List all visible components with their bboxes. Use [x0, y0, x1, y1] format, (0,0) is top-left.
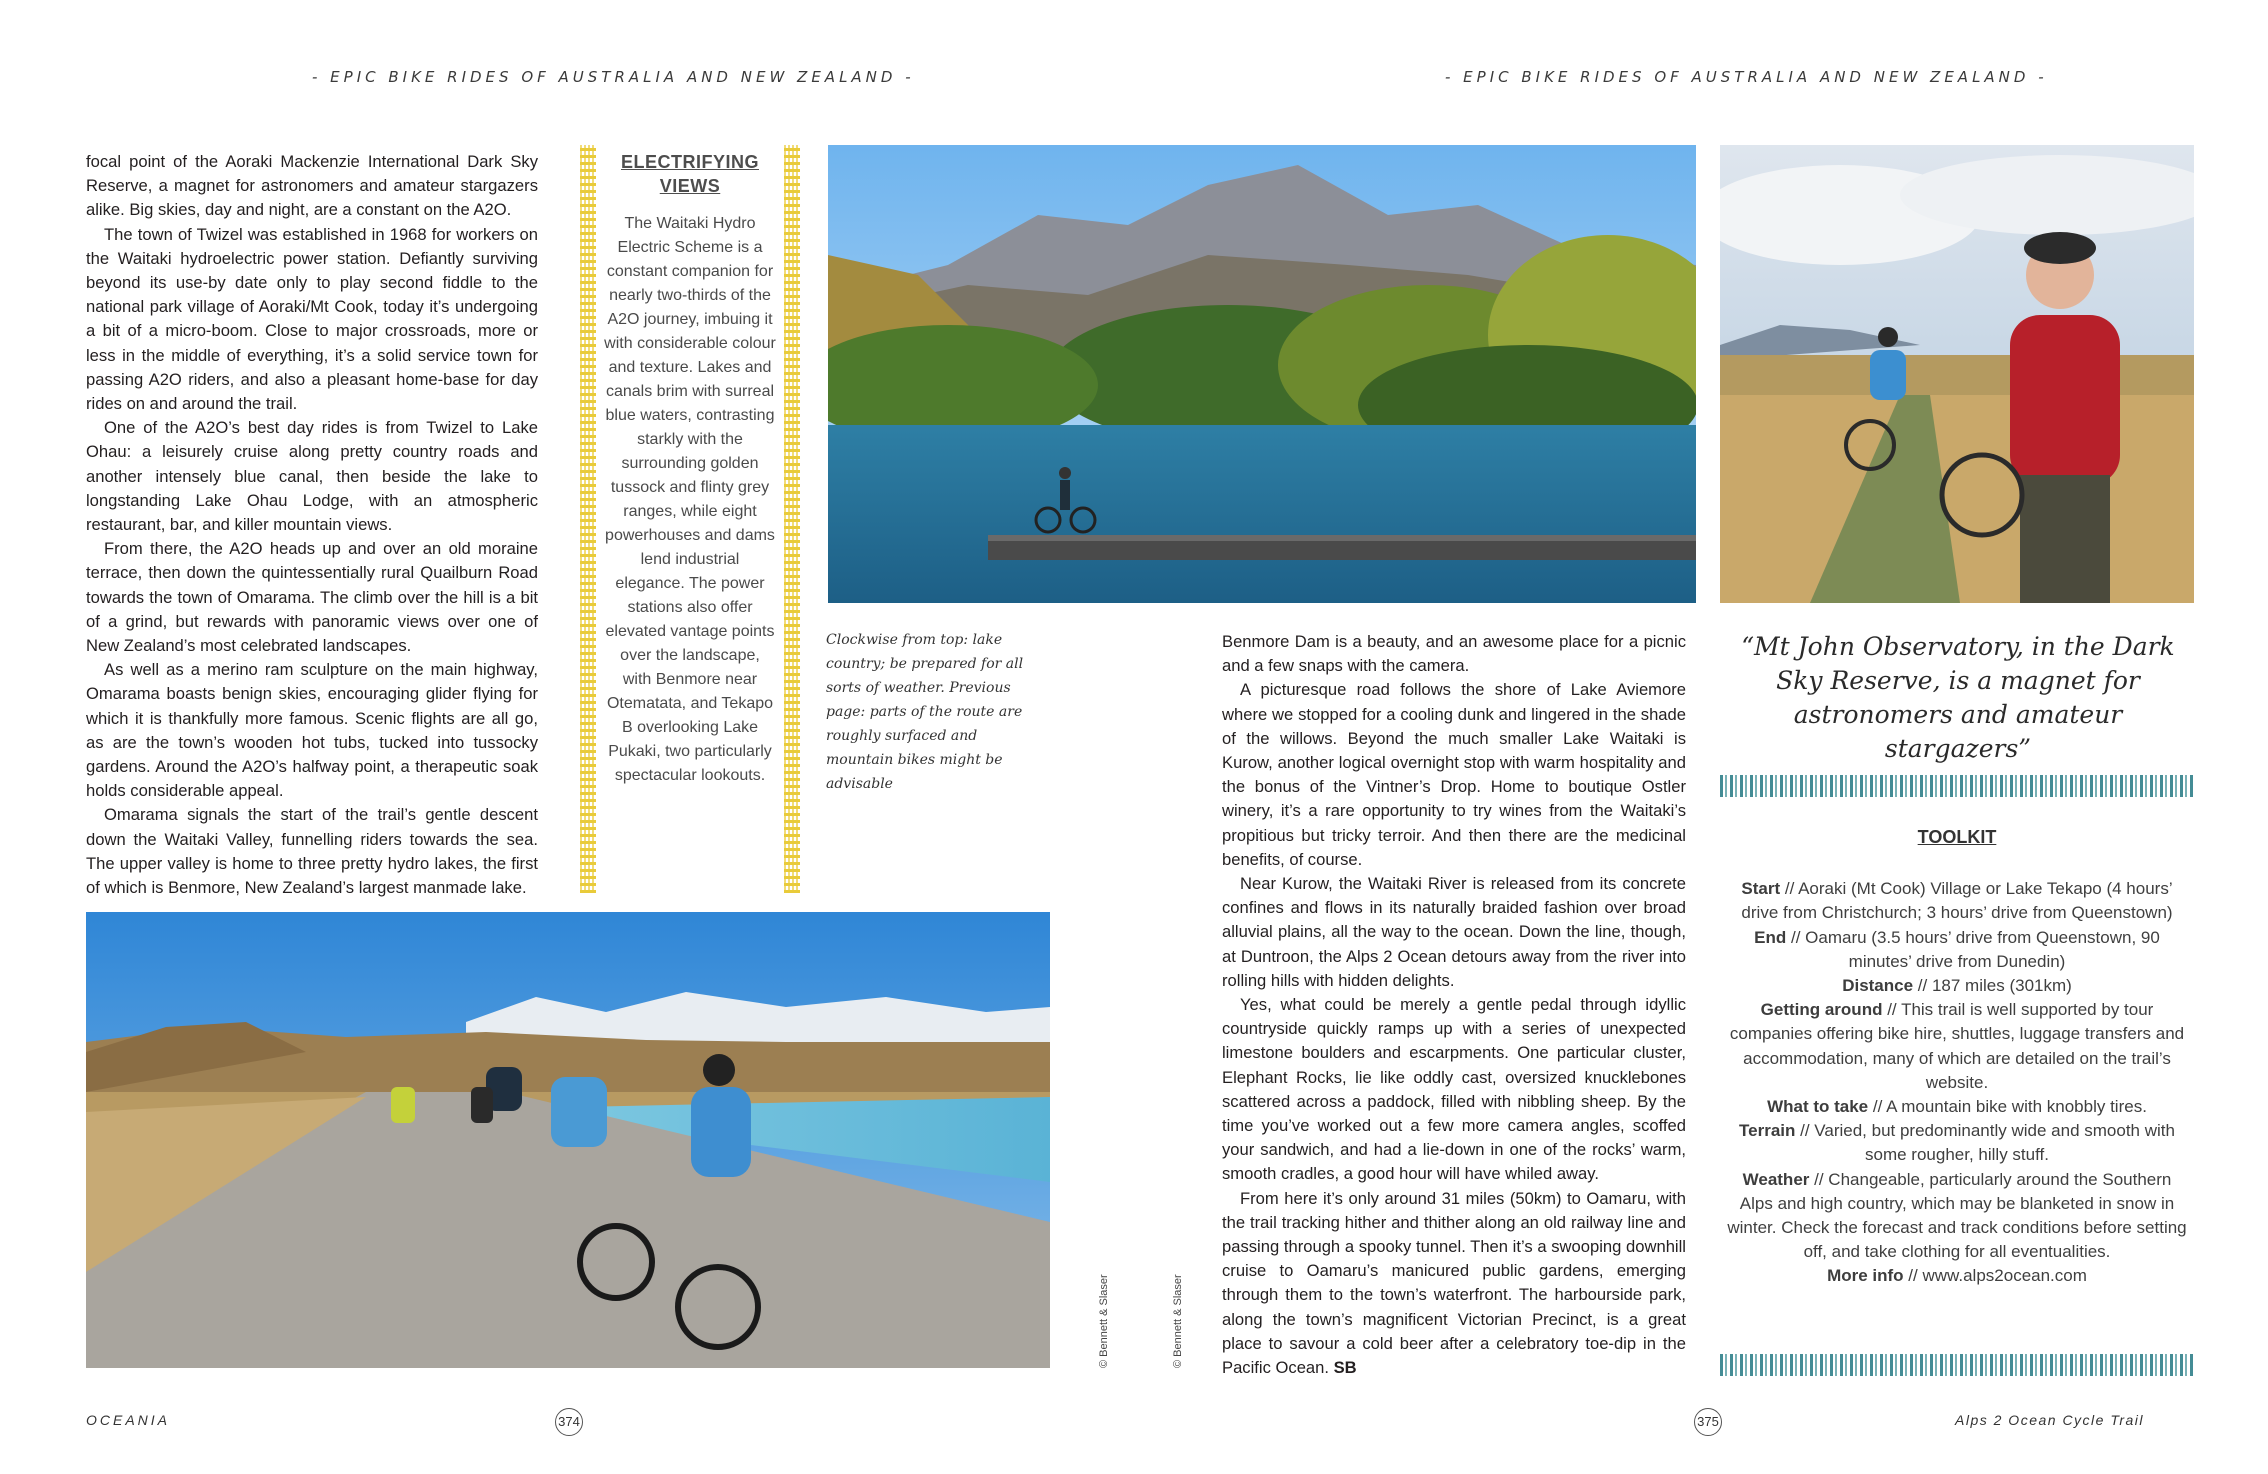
- left-paragraph: One of the A2O’s best day rides is from Twizel to Lake Ohau: a leisurely cruise along pretty country roads and another intensely blue canal, then beside the lake to longstanding Lake Ohau Lodge, with an atmospheric restaurant, bar, and killer mountain views.: [86, 418, 538, 535]
- toolkit-item-getting-around: [1726, 998, 2188, 1095]
- toolkit-label: Getting around: [1760, 1000, 1883, 1020]
- page-number-right: 375: [1694, 1408, 1722, 1436]
- toolkit-sep: //: [1795, 1121, 1815, 1141]
- toolkit-label: End: [1754, 927, 1787, 947]
- toolkit-value: A mountain bike with knobbly tires.: [1886, 1097, 2147, 1117]
- toolkit-value: Oamaru (3.5 hours’ drive from Queenstown, 90 minutes’ drive from Dunedin): [1805, 927, 2160, 971]
- toolkit-website-link[interactable]: www.alps2ocean.com: [1922, 1266, 2087, 1286]
- sidebar-text: The Waitaki Hydro Electric Scheme is a constant companion for nearly two-thirds of the A2O journey, imbuing it with considerable colour and texture. Lakes and canals brim with surreal blue waters, contrasting starkly with the surrounding golden tussock and flinty grey ranges, while eight powerhouses and dams lend industrial elegance. The power stations also offer elevated vantage points over the landscape, with Benmore near Otematata, and Tekapo B overlooking Lake Pukaki, two particularly spectacular lookouts.: [604, 215, 776, 784]
- toolkit-sep: //: [1868, 1097, 1887, 1117]
- toolkit-label: Distance: [1842, 976, 1914, 996]
- toolkit-label: What to take: [1767, 1097, 1869, 1117]
- left-paragraph: As well as a merino ram sculpture on the main highway, Omarama boasts benign skies, encouraging glider flying for which it is thankfully more famous. Scenic flights are all go, as are the town’s wooden hot tubs, tucked into tussocky gardens. Around the A2O’s halfway point, a therapeutic soak holds considerable appeal.: [86, 660, 538, 801]
- toolkit-box: [1726, 825, 2188, 1289]
- footer-section-left: OCEANIA: [86, 1412, 171, 1428]
- toolkit-item-end: [1726, 926, 2188, 974]
- toolkit-title: TOOLKIT: [1917, 827, 1997, 847]
- photo-caption: Clockwise from top: lake country; be prepared for all sorts of weather. Previous page: parts of the route are roughly surfaced and mountain bikes might be advisable: [826, 632, 1024, 792]
- pull-quote: “Mt John Observatory, in the Dark Sky Reserve, is a magnet for astronomers and amateur stargazers”: [1741, 632, 2175, 763]
- middle-paragraph-text: From here it’s only around 31 miles (50km) to Oamaru, with the trail tracking hither and thither along an old railway line and passing through a spooky tunnel. Then it’s a swooping downhill cruise to Oamaru’s manicured public gardens, emerging through them to the town’s waterfront. The harbourside park, along the town’s magnificent Victorian Precinct, is a great place to savour a cold beer after a celebratory toe-dip in the Pacific Ocean.: [1222, 1188, 1686, 1378]
- canal-road-photo: [86, 912, 1050, 1368]
- middle-paragraph: Near Kurow, the Waitaki River is released from its concrete confines and flows in its naturally braided fashion over broad alluvial plains, all the way to the ocean. Down the line, though, at Duntroon, the Alps 2 Ocean detours away from the river into rolling hills with hidden delights.: [1222, 874, 1686, 990]
- toolkit-item-weather: [1726, 1168, 2188, 1265]
- toolkit-value: This trail is well supported by tour companies offering bike hire, shuttles, luggage transfers and accommodation, many of which are detailed on the trail’s website.: [1729, 1000, 2185, 1092]
- author-signoff: SB: [1333, 1358, 1357, 1378]
- left-paragraph: Omarama signals the start of the trail’s gentle descent down the Waitaki Valley, funnelling riders towards the sea. The upper valley is home to three pretty hydro lakes, the first of which is Benmore, New Zealand’s largest manmade lake.: [86, 805, 538, 898]
- sidebar-border-left: [580, 145, 596, 893]
- page-number-left: 374: [555, 1408, 583, 1436]
- left-paragraph: From there, the A2O heads up and over an old moraine terrace, then down the quintessentially rural Quailburn Road towards the town of Omarama. The climb over the hill is a bit of a grind, but rewards with panoramic views over one of New Zealand’s most celebrated landscapes.: [86, 539, 538, 656]
- sidebar-electrifying-views: [604, 150, 776, 788]
- photo-credit-left: © Bennett & Slaser: [1098, 1274, 1110, 1368]
- footer-section-right: Alps 2 Ocean Cycle Trail: [1955, 1412, 2145, 1428]
- middle-paragraph: [1222, 1187, 1686, 1381]
- sidebar-title-line2: VIEWS: [659, 176, 721, 196]
- toolkit-item-terrain: [1726, 1119, 2188, 1167]
- toolkit-sep: //: [1903, 1266, 1923, 1286]
- toolkit-value: Aoraki (Mt Cook) Village or Lake Tekapo (4 hours’ drive from Christchurch; 3 hours’ drive from Queenstown): [1741, 879, 2173, 923]
- photo-credit-right: © Bennett & Slaser: [1172, 1274, 1184, 1368]
- sidebar-border-right: [784, 145, 800, 893]
- toolkit-value: 187 miles (301km): [1931, 976, 2072, 996]
- running-head-right: - EPIC BIKE RIDES OF AUSTRALIA AND NEW ZEALAND -: [1445, 68, 2048, 86]
- sidebar-title-line1: ELECTRIFYING: [620, 152, 759, 172]
- toolkit-item-more-info: [1726, 1264, 2188, 1288]
- sidebar-title: [604, 150, 776, 198]
- left-paragraph: focal point of the Aoraki Mackenzie International Dark Sky Reserve, a magnet for astronomers and amateur stargazers alike. Big skies, day and night, are a constant on the A2O.: [86, 152, 538, 220]
- left-column-text: [86, 150, 538, 900]
- toolkit-label: Start: [1741, 879, 1781, 899]
- middle-paragraph: Benmore Dam is a beauty, and an awesome place for a picnic and a few snaps with the camera.: [1222, 632, 1686, 676]
- middle-column-text: [1222, 630, 1686, 1380]
- toolkit-sep: //: [1882, 1000, 1902, 1020]
- toolkit-value: Changeable, particularly around the Southern Alps and high country, which may be blanketed in snow in winter. Check the forecast and track conditions before setting off, and take clothing for all eventualities.: [1727, 1169, 2187, 1262]
- cyclists-red-jacket-photo: [1720, 145, 2194, 603]
- toolkit-sep: //: [1809, 1169, 1829, 1189]
- toolkit-value: Varied, but predominantly wide and smooth with some rougher, hilly stuff.: [1814, 1121, 2175, 1165]
- running-head-left: - EPIC BIKE RIDES OF AUSTRALIA AND NEW ZEALAND -: [312, 68, 915, 86]
- toolkit-item-what-to-take: [1726, 1095, 2188, 1119]
- left-paragraph: The town of Twizel was established in 1968 for workers on the Waitaki hydroelectric power station. Defiantly surviving beyond its use-by date only to play second fiddle to the national park village of Aoraki/Mt Cook, today it’s undergoing a bit of a micro-boom. Close to major crossroads, more or less in the middle of everything, it’s a solid service town for passing A2O riders, and also a pleasant home-base for day rides on and around the trail.: [86, 224, 538, 414]
- middle-paragraph: Yes, what could be merely a gentle pedal through idyllic countryside quickly ramps up with a series of unexpected limestone boulders and escarpments. One particular cluster, Elephant Rocks, lie like oddly cast, oversized knucklebones scattered across a paddock, filled with nibbling sheep. By the time you’ve worked out a few more camera angles, scoffed your sandwich, and had a lie-down in one of the rocks’ warm, smooth cradles, a good hour will have whiled away.: [1222, 995, 1686, 1184]
- toolkit-sep: //: [1913, 976, 1932, 996]
- toolkit-item-distance: [1726, 974, 2188, 998]
- toolkit-band-top: [1720, 775, 2194, 797]
- toolkit-band-bottom: [1720, 1354, 2194, 1376]
- toolkit-label: Weather: [1742, 1169, 1810, 1189]
- toolkit-sep: //: [1786, 927, 1806, 947]
- toolkit-item-start: [1726, 877, 2188, 925]
- toolkit-label: More info: [1827, 1266, 1904, 1286]
- toolkit-sep: //: [1780, 879, 1799, 899]
- middle-paragraph: A picturesque road follows the shore of Lake Aviemore where we stopped for a cooling dunk and lingered in the shade of the willows. Beyond the much smaller Lake Waitaki is Kurow, another logical overnight stop with warm hospitality and the bonus of the Vintner’s Drop. Home to boutique Ostler winery, it’s a rare opportunity to try wines from the Waitaki’s propitious but tricky terroir. And then there are the medicinal benefits, of course.: [1222, 680, 1686, 869]
- toolkit-label: Terrain: [1739, 1121, 1796, 1141]
- lake-jetty-photo: [828, 145, 1696, 603]
